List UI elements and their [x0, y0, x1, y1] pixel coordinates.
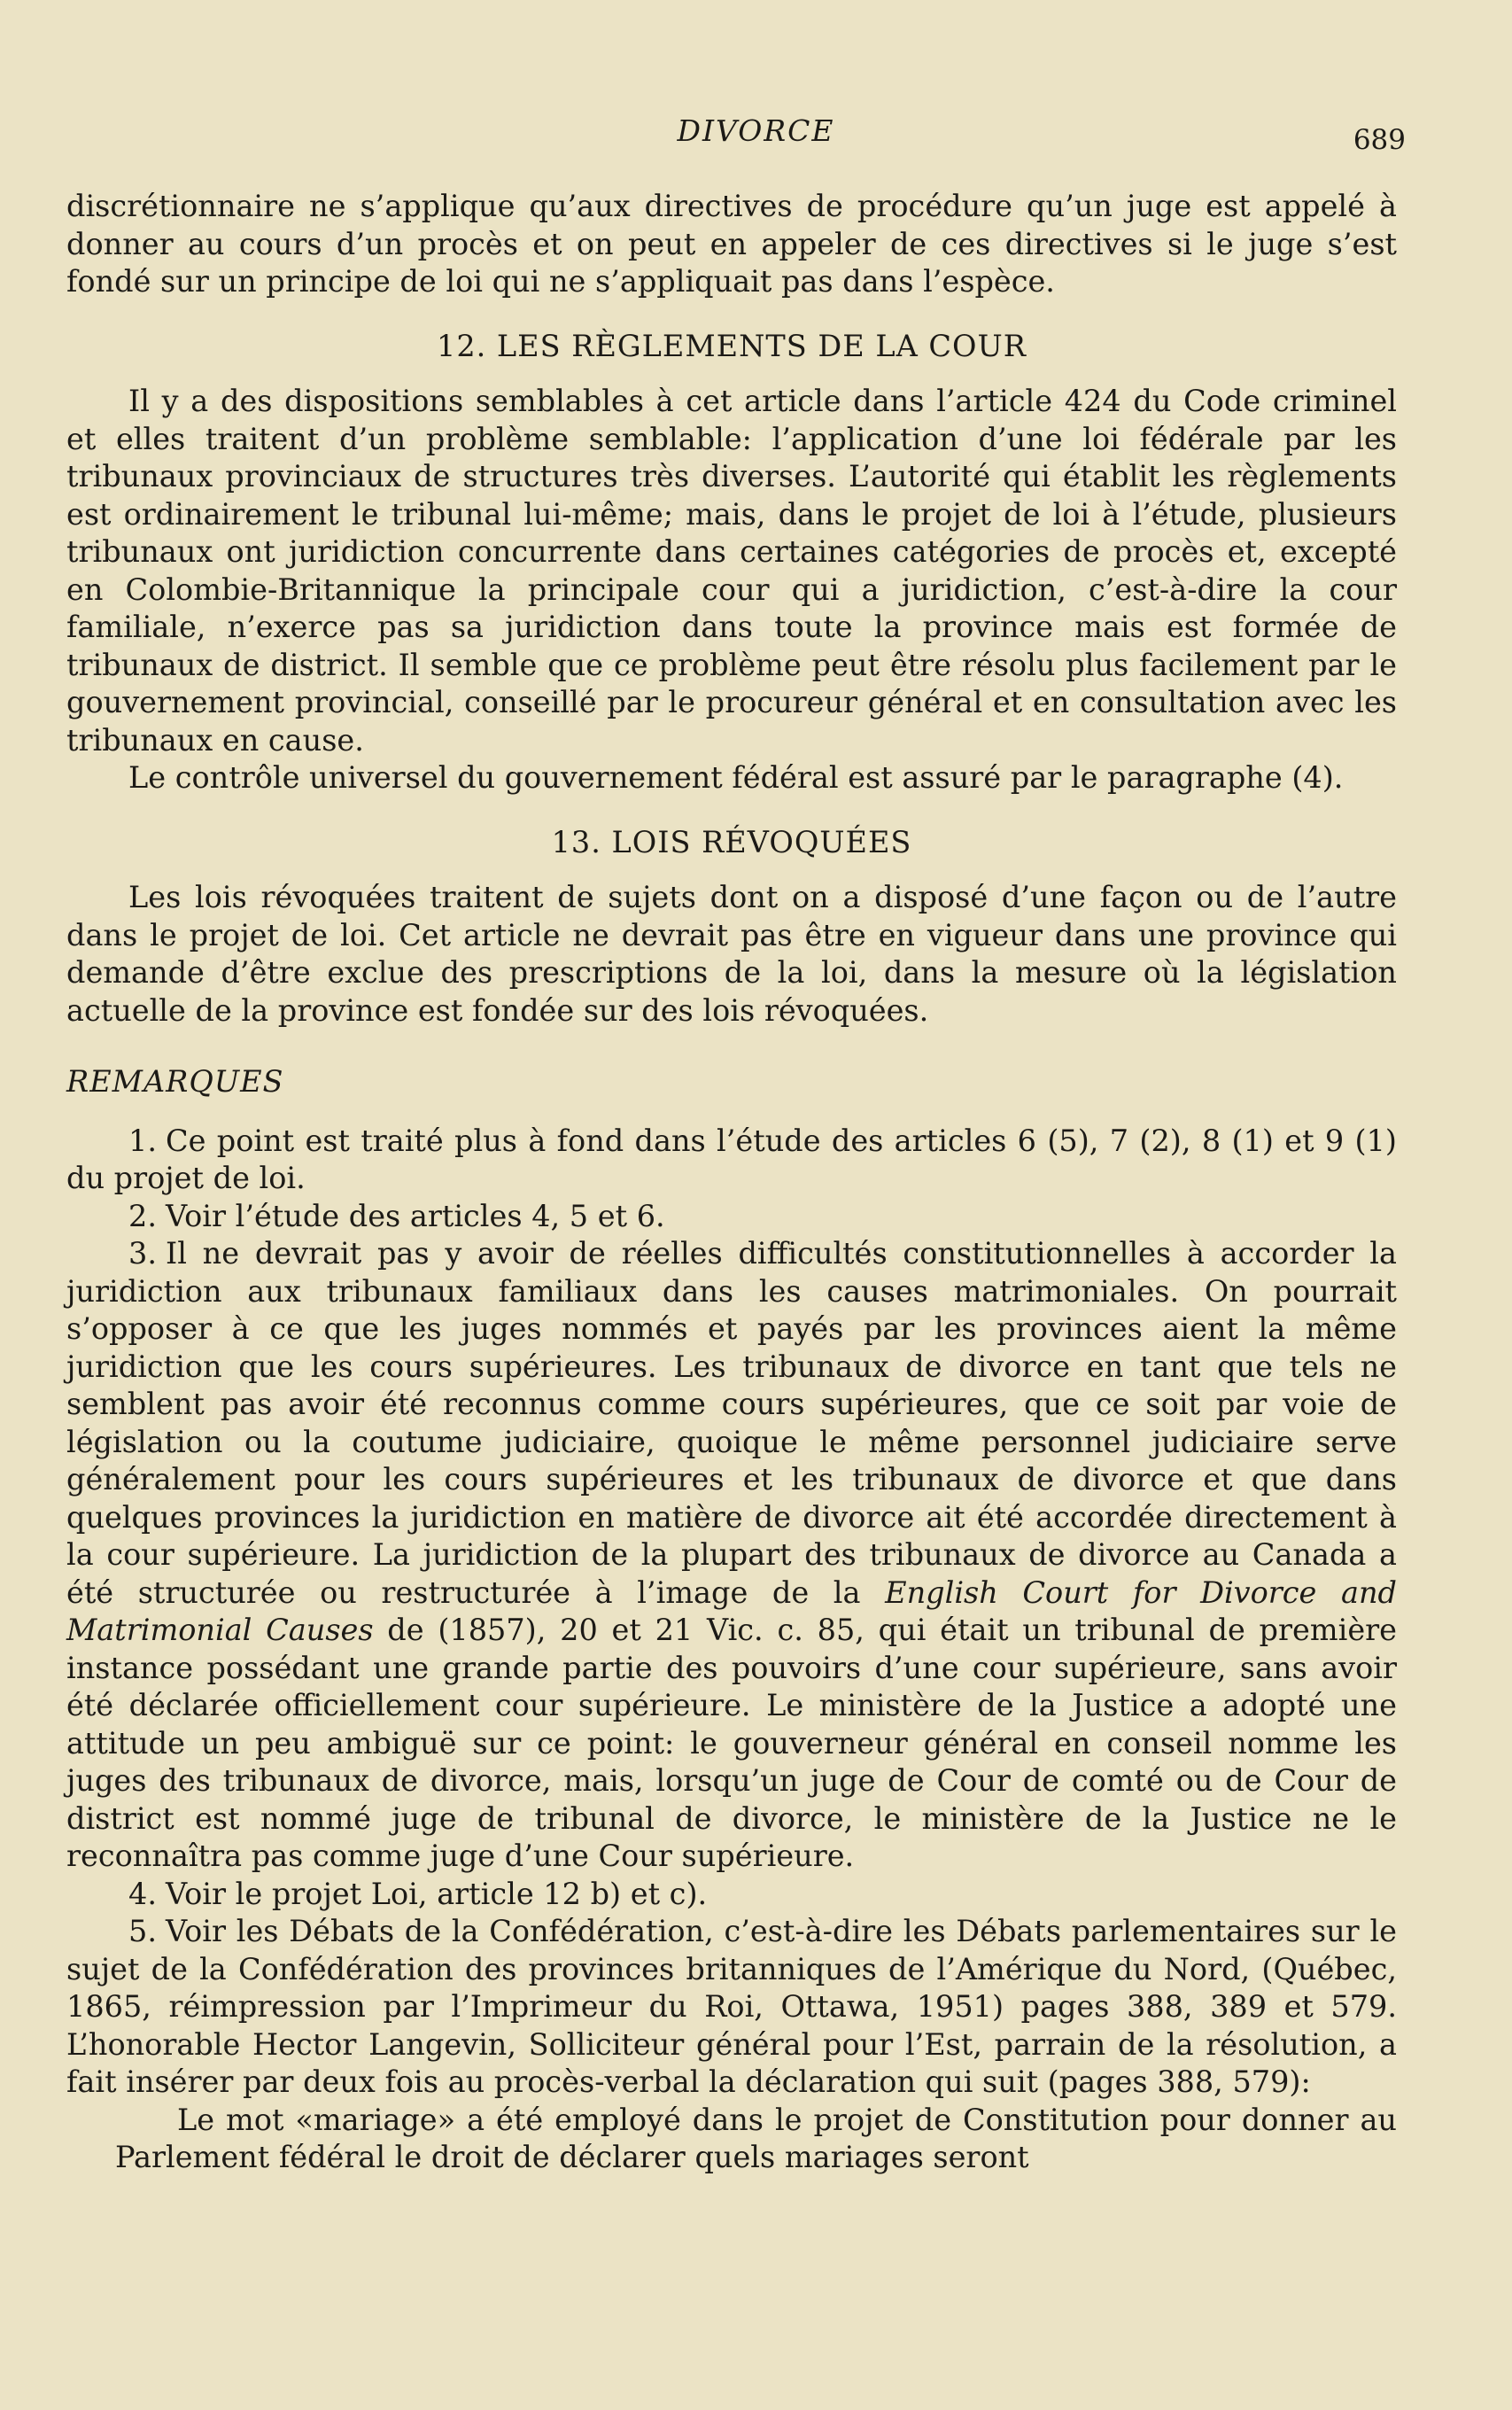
- note-number: 5.: [128, 1914, 157, 1948]
- note-2: [66, 1198, 1397, 1236]
- section-heading-13: 13. LOIS RÉVOQUÉES: [551, 824, 912, 859]
- block-quote: Le mot «mariage» a été employé dans le projet de Constitution pour donner au Parlement fédéral le droit de déclarer quels mariages seront: [115, 2102, 1397, 2174]
- note-4: [66, 1876, 1397, 1914]
- note-number: 4.: [128, 1876, 157, 1911]
- note-number: 2.: [128, 1198, 157, 1233]
- note-text: Voir l’étude des articles 4, 5 et 6.: [165, 1198, 665, 1233]
- note-number: 3.: [128, 1236, 157, 1271]
- note-text: Il ne devrait pas y avoir de réelles difficultés constitutionnelles à accorder la juridiction aux tribunaux familiaux dans les causes matrimoniales. On pourrait s’opposer à ce que les juges nommés et payés par les provinces aient la même juridiction que les cours supérieures. Les tribunaux de divorce en tant que tels ne semblent pas avoir été reconnus comme cours supérieures, que ce soit par voie de législation ou la coutume judiciaire, quoique le même personnel judiciaire serve généralement pour les cours supérieures et les tribunaux de divorce et que dans quelques provinces la juridiction en matière de divorce ait été accordée directement à la cour supérieure. La juridiction de la plupart des tribunaux de divorce au Canada a été structurée ou restructurée à l’image de la: [66, 1236, 1397, 1610]
- note-5: [66, 1913, 1397, 2102]
- note-1: [66, 1123, 1397, 1198]
- paragraph: Le contrôle universel du gouvernement fédéral est assuré par le paragraphe (4).: [128, 760, 1344, 795]
- running-title: DIVORCE: [677, 113, 835, 148]
- note-italic-title: English Court for Divorce and Matrimonial Causes: [66, 1574, 1397, 1647]
- note-3: [66, 1235, 1397, 1876]
- note-text: Voir le projet Loi, article 12 b) et c).: [165, 1876, 708, 1911]
- paragraph: Les lois révoquées traitent de sujets dont on a disposé d’une façon ou de l’autre dans le projet de loi. Cet article ne devrait pas être en vigueur dans une province qui demande d’être exclue des prescriptions de la loi, dans la mesure où la législation actuelle de la province est fondée sur des lois révoquées.: [66, 880, 1397, 1028]
- remarks-heading: REMARQUES: [66, 1064, 284, 1099]
- note-number: 1.: [128, 1123, 157, 1158]
- section-heading-12: 12. LES RÈGLEMENTS DE LA COUR: [437, 328, 1027, 363]
- body-text: [66, 188, 1397, 2177]
- note-text: Voir les Débats de la Confédération, c’est-à-dire les Débats parlementaires sur le sujet de la Confédération des provinces britanniques de l’Amérique du Nord, (Québec, 1865, réimpression par l’Imprimeur du Roi, Ottawa, 1951) pages 388, 389 et 579. L’honorable Hector Langevin, Solliciteur général pour l’Est, parrain de la résolution, a fait insérer par deux fois au procès-verbal la déclaration qui suit (pages 388, 579):: [66, 1914, 1397, 2099]
- paragraph: Il y a des dispositions semblables à cet article dans l’article 424 du Code criminel et elles traitent d’un problème semblable: l’application d’une loi fédérale par les tribunaux provinciaux de structures très diverses. L’autorité qui établit les règlements est ordinairement le tribunal lui-même; mais, dans le projet de loi à l’étude, plusieurs tribunaux ont juridiction concurrente dans certaines catégories de procès et, excepté en Colombie-Britannique la principale cour qui a juridiction, c’est-à-dire la cour familiale, n’exerce pas sa juridiction dans toute la province mais est formée de tribunaux de district. Il semble que ce problème peut être résolu plus facilement par le gouvernement provincial, conseillé par le procureur général et en consultation avec les tribunaux en cause.: [66, 384, 1397, 758]
- note-text: de (1857), 20 et 21 Vic. c. 85, qui était un tribunal de première instance possédant une grande partie des pouvoirs d’une cour supérieure, sans avoir été déclarée officiellement cour supérieure. Le ministère de la Justice a adopté une attitude un peu ambiguë sur ce point: le gouverneur général en conseil nomme les juges des tribunaux de divorce, mais, lorsqu’un juge de Cour de comté ou de Cour de district est nommé juge de tribunal de divorce, le ministère de la Justice ne le reconnaîtra pas comme juge d’une Cour supérieure.: [66, 1613, 1397, 1873]
- note-text: Ce point est traité plus à fond dans l’étude des articles 6 (5), 7 (2), 8 (1) et 9 (1) du projet de loi.: [66, 1123, 1397, 1195]
- page-number: 689: [1353, 124, 1406, 156]
- paragraph-continuation: discrétionnaire ne s’applique qu’aux directives de procédure qu’un juge est appelé à donner au cours d’un procès et on peut en appeler de ces directives si le juge s’est fondé sur un principe de loi qui ne s’appliquait pas dans l’espèce.: [66, 189, 1397, 299]
